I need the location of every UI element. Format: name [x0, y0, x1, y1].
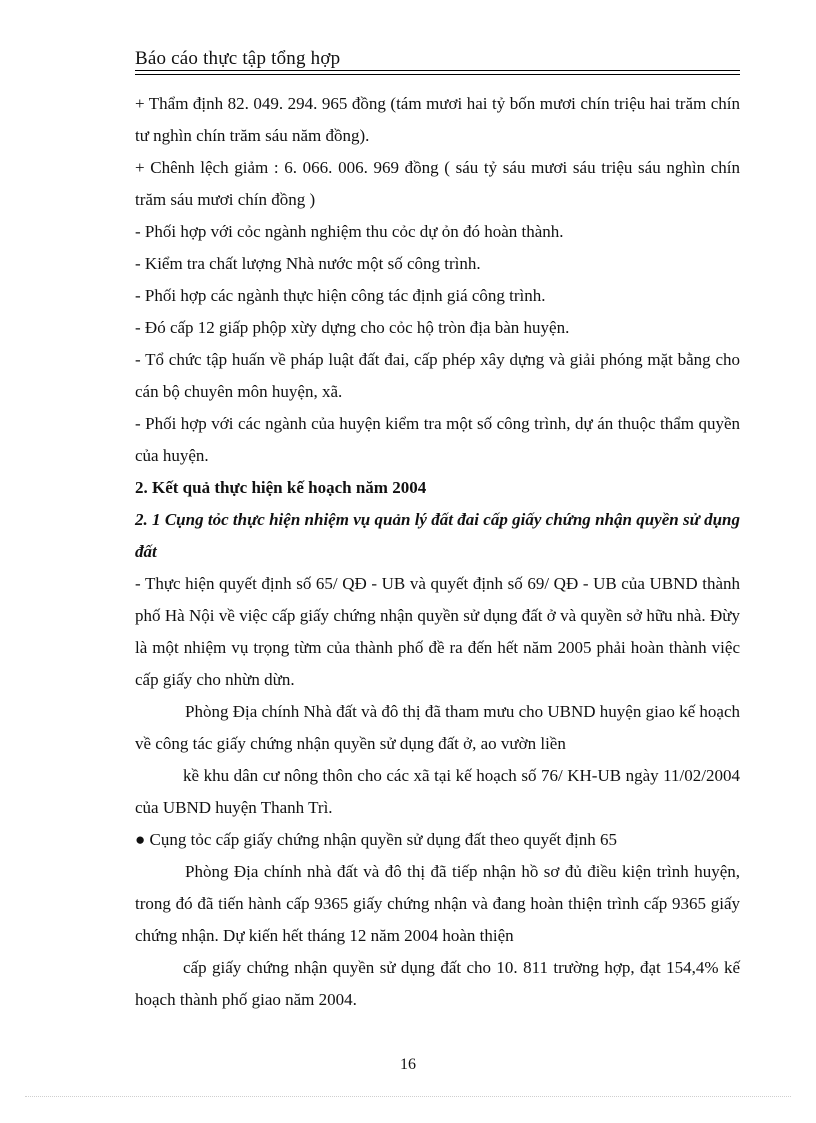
- paragraph-plan-continued: kề khu dân cư nông thôn cho các xã tại kế hoạch số 76/ KH-UB ngày 11/02/2004 của UBND huyện Thanh Trì.: [135, 766, 740, 817]
- paragraph-target: cấp giấy chứng nhận quyền sử dụng đất cho 10. 811 trường hợp, đạt 154,4% kế hoạch thành phố giao năm 2004.: [135, 958, 740, 1009]
- list-item: - Phối hợp với cỏc ngành nghiệm thu cỏc dự ỏn đó hoàn thành.: [135, 222, 564, 241]
- page-body: [135, 88, 740, 1016]
- list-item: - Đó cấp 12 giấp phộp xừy dựng cho cỏc hộ tròn địa bàn huyện.: [135, 318, 570, 337]
- list-item: - Tổ chức tập huấn về pháp luật đất đai, cấp phép xây dựng và giải phóng mặt bằng cho cán bộ chuyên môn huyện, xã.: [135, 350, 740, 401]
- list-item: - Phối hợp các ngành thực hiện công tác định giá công trình.: [135, 286, 546, 305]
- list-item: - Kiểm tra chất lượng Nhà nước một số công trình.: [135, 254, 481, 273]
- paragraph-difference: + Chênh lệch giảm : 6. 066. 006. 969 đồng ( sáu tỷ sáu mươi sáu triệu sáu nghìn chín trăm sáu mươi chín đồng ): [135, 158, 740, 209]
- paragraph-plan: Phòng Địa chính Nhà đất và đô thị đã tham mưu cho UBND huyện giao kế hoạch về công tác giấy chứng nhận quyền sử dụng đất ở, ao vườn liền: [135, 702, 740, 753]
- page-number: 16: [400, 1056, 416, 1073]
- section-heading: 2. Kết quả thực hiện kế hoạch năm 2004: [135, 478, 427, 497]
- document-header-title: Báo cáo thực tập tổng hợp: [135, 48, 341, 69]
- subsection-heading: 2. 1 Cụng tỏc thực hiện nhiệm vụ quản lý đất đai cấp giấy chứng nhận quyền sử dụng đất: [135, 510, 740, 561]
- paragraph-appraisal: + Thẩm định 82. 049. 294. 965 đồng (tám mươi hai tỷ bốn mươi chín triệu hai trăm chín tư nghìn chín trăm sáu năm đồng).: [135, 94, 740, 145]
- header-rule: [135, 70, 740, 71]
- paragraph-decision: - Thực hiện quyết định số 65/ QĐ - UB và quyết định số 69/ QĐ - UB của UBND thành phố Hà Nội về việc cấp giấy chứng nhận quyền sử dụng đất ở và quyền sở hữu nhà. Đừy là một nhiệm vụ trọng từm của thành phố đề ra đến hết năm 2005 phải hoàn thành việc cấp giấy cho nhừn dừn.: [135, 574, 740, 689]
- list-item: - Phối hợp với các ngành của huyện kiểm tra một số công trình, dự án thuộc thẩm quyền của huyện.: [135, 414, 740, 465]
- bullet-item: ● Cụng tỏc cấp giấy chứng nhận quyền sử dụng đất theo quyết định 65: [135, 830, 617, 849]
- header-rule-secondary: [135, 74, 740, 75]
- footer-divider: [25, 1096, 791, 1097]
- paragraph-office-report: Phòng Địa chính nhà đất và đô thị đã tiếp nhận hồ sơ đủ điều kiện trình huyện, trong đó đã tiến hành cấp 9365 giấy chứng nhận và đang hoàn thiện trình cấp 9365 giấy chứng nhận. Dự kiến hết tháng 12 năm 2004 hoàn thiện: [135, 862, 740, 945]
